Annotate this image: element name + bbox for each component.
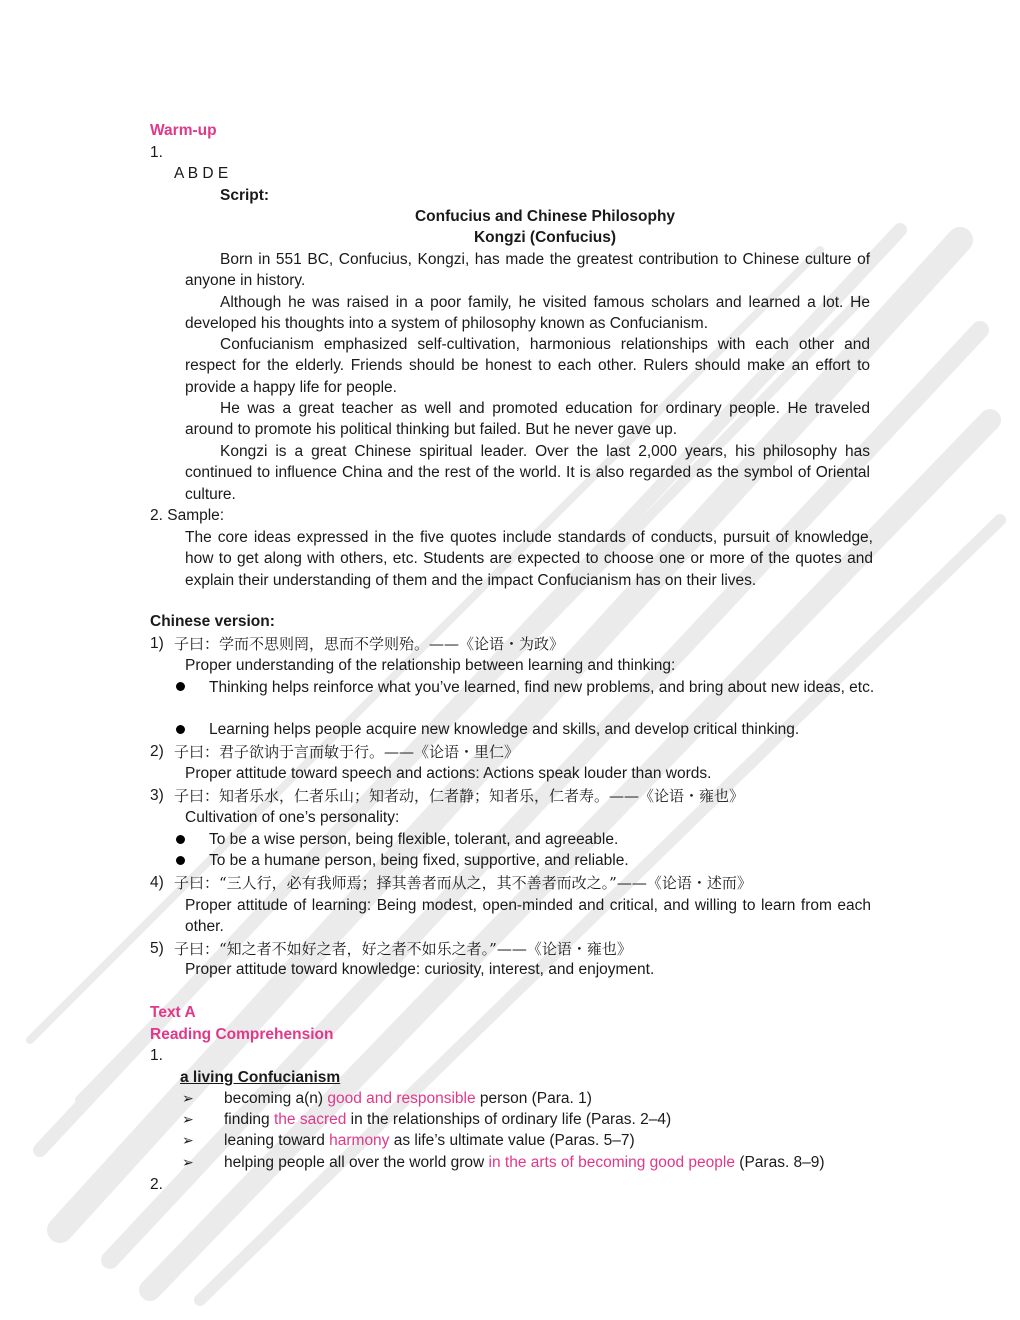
- chinese-quote: 子曰：君子欲讷于言而敏于行。——《论语・里仁》: [174, 743, 520, 761]
- script-paragraph: Confucianism emphasized self-cultivation, harmonious relationships with each other and respect for the elderly. Friends should be honest to each other. Rulers should make an effort to provide a happy life for people.: [185, 336, 870, 396]
- q1-number: 1.: [150, 144, 163, 161]
- arrow-bullet-icon: ➢: [182, 1155, 194, 1171]
- arrow-bullet-icon: ➢: [182, 1133, 194, 1149]
- outline-answer: the sacred: [273, 1111, 347, 1128]
- text-a-heading: Text A: [150, 1004, 196, 1021]
- outline-title: a living Confucianism: [180, 1069, 341, 1086]
- outline-item: becoming a(n) good and responsible person (Para. 1): [224, 1090, 592, 1107]
- script-paragraph: He was a great teacher as well and promoted education for ordinary people. He traveled around to promote his political thinking but failed. But he never gave up.: [185, 400, 870, 439]
- chinese-quote: 子曰：学而不思则罔，思而不学则殆。——《论语・为政》: [174, 635, 565, 653]
- item-number: 5): [150, 940, 164, 957]
- script-subtitle: Kongzi (Confucius): [473, 229, 617, 246]
- chinese-quote: 子曰：知者乐水，仁者乐山；知者动，仁者静；知者乐，仁者寿。——《论语・雍也》: [174, 787, 745, 805]
- script-paragraph: Kongzi is a great Chinese spiritual leader. Over the last 2,000 years, his philosophy has continued to influence China and the rest of the world. It is also regarded as the symbol of Oriental culture.: [185, 443, 870, 503]
- quote-explanation: Proper attitude toward knowledge: curiosity, interest, and enjoyment.: [185, 961, 655, 978]
- outline-item: leaning toward harmony as life’s ultimate value (Paras. 5–7): [224, 1132, 635, 1149]
- outline-answer: good and responsible: [327, 1090, 476, 1107]
- bullet-icon: [176, 856, 185, 865]
- arrow-bullet-icon: ➢: [182, 1112, 194, 1128]
- arrow-bullet-icon: ➢: [182, 1091, 194, 1107]
- script-paragraph: Although he was raised in a poor family, he visited famous scholars and learned a lot. He developed his thoughts into a system of philosophy known as Confucianism.: [185, 294, 870, 333]
- q1-answer: A B D E: [174, 165, 229, 182]
- bullet-text: To be a wise person, being flexible, tolerant, and agreeable.: [209, 831, 619, 848]
- item-number: 1): [150, 635, 164, 652]
- bullet-text: To be a humane person, being fixed, supportive, and reliable.: [209, 852, 629, 869]
- chinese-version-heading: Chinese version:: [150, 613, 275, 630]
- chinese-quote: 子曰：“三人行，必有我师焉；择其善者而从之，其不善者而改之。”——《论语・述而》: [174, 874, 752, 892]
- script-title: Confucius and Chinese Philosophy: [414, 208, 676, 225]
- bullet-icon: [176, 725, 185, 734]
- script-paragraph: Born in 551 BC, Confucius, Kongzi, has made the greatest contribution to Chinese culture of anyone in history.: [185, 251, 870, 290]
- item-number: 4): [150, 874, 164, 891]
- item-number: 2): [150, 743, 164, 760]
- quote-explanation: Proper attitude of learning: Being modest, open-minded and critical, and willing to learn from each other.: [185, 897, 871, 936]
- bullet-icon: [176, 682, 185, 691]
- outline-item: helping people all over the world grow in the arts of becoming good people (Paras. 8–9): [224, 1154, 825, 1171]
- warmup-heading: Warm-up: [150, 122, 217, 139]
- outline-item: finding the sacred in the relationships of ordinary life (Paras. 2–4): [224, 1111, 672, 1128]
- text-a-q2-number: 2.: [150, 1176, 163, 1193]
- bullet-text: Learning helps people acquire new knowledge and skills, and develop critical thinking.: [209, 721, 800, 738]
- chinese-quote: 子曰：“知之者不如好之者，好之者不如乐之者。”——《论语・雍也》: [174, 940, 632, 958]
- item-number: 3): [150, 787, 164, 804]
- q2-sample-text: The core ideas expressed in the five quotes include standards of conducts, pursuit of knowledge, how to get along with others, etc. Students are expected to choose one or more of the quotes and explain their understanding of them and the impact Confucianism has on their lives.: [185, 529, 873, 589]
- outline-answer: harmony: [329, 1132, 390, 1149]
- q2-label: 2. Sample:: [150, 507, 225, 524]
- quote-explanation: Proper understanding of the relationship between learning and thinking:: [185, 657, 676, 674]
- text-a-q1-number: 1.: [150, 1047, 163, 1064]
- script-label: Script:: [220, 187, 270, 204]
- outline-answer: in the arts of becoming good people: [488, 1154, 735, 1171]
- quote-explanation: Cultivation of one’s personality:: [185, 809, 400, 826]
- bullet-icon: [176, 835, 185, 844]
- reading-comprehension-heading: Reading Comprehension: [150, 1026, 334, 1043]
- bullet-text: Thinking helps reinforce what you’ve learned, find new problems, and bring about new ideas, etc.: [209, 679, 875, 696]
- quote-explanation: Proper attitude toward speech and actions: Actions speak louder than words.: [185, 765, 712, 782]
